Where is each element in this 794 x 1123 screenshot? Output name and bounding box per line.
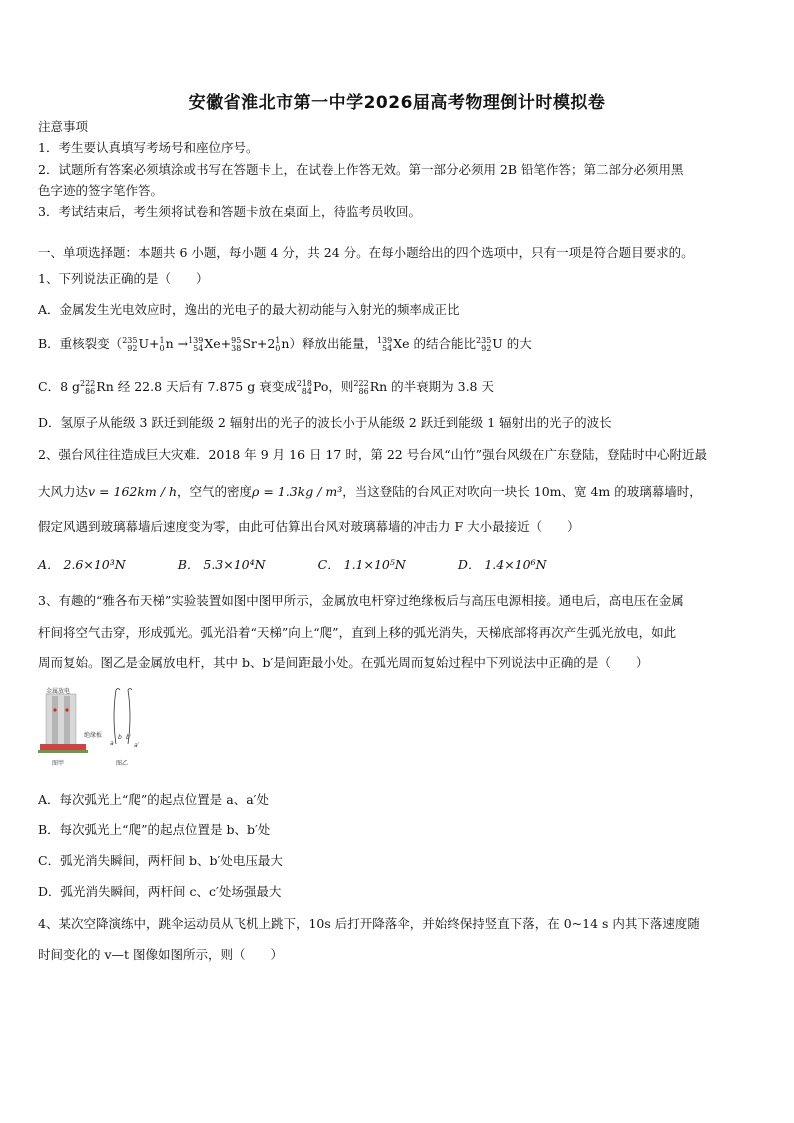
notice-item: 3．考试结束后，考生须将试卷和答题卡放在桌面上，待监考员收回。 — [38, 204, 421, 219]
q3-option-a: A．每次弧光上“爬”的起点位置是 a、a′处 — [38, 792, 270, 807]
q1-option-d: D．氢原子从能级 3 跃迁到能级 2 辐射出的光子的波长小于从能级 2 跃迁到能级 1 辐射出的光子的波长 — [38, 415, 612, 430]
eq-part: C．8 g — [38, 379, 80, 394]
nuclide-n: 1 0 — [275, 335, 281, 353]
eq-part: Xe+ — [204, 336, 232, 351]
q2-stem-line — [38, 483, 760, 501]
eq-part: ，当这登陆的台风正对吹向一块长 10m、宽 4m 的玻璃幕墙时， — [342, 484, 702, 499]
page-title: 安徽省淮北市第一中学2026届高考物理倒计时模拟卷 — [188, 93, 606, 113]
eq-part: Xe 的结合能比 — [393, 336, 477, 351]
eq-part: Po，则 — [312, 379, 354, 394]
notice-item: 1．考生要认真填写考场号和座位序号。 — [38, 140, 259, 155]
label-fig-jia: 图甲 — [52, 760, 65, 767]
q4-stem-line: 时间变化的 v—t 图像如图所示，则（ ） — [38, 947, 284, 962]
section-heading: 一、单项选择题：本题共 6 小题，每小题 4 分，共 24 分。在每小题给出的四个选项中，只有一项是符合题目要求的。 — [38, 245, 694, 260]
q3-stem-line: 3、有趣的“雅各布天梯”实验装置如图中图甲所示，金属放电杆穿过绝缘板后与高压电源相接。通电后，高电压在金属 — [38, 593, 684, 608]
jacobs-ladder-figure — [38, 686, 148, 768]
label-fig-yi: 图乙 — [116, 760, 129, 767]
label-point-a: a — [110, 740, 114, 747]
notice-item: 2．试题所有答案必须填涂或书写在答题卡上，在试卷上作答无效。第一部分必须用 2B 铅笔作答；第二部分必须用黑 — [38, 162, 684, 177]
label-point-b: b — [118, 734, 122, 741]
nuclide-rn222: 222 86 — [353, 378, 369, 396]
q1-option-a: A．金属发生光电效应时，逸出的光电子的最大初动能与入射光的频率成正比 — [38, 302, 460, 317]
notice-heading: 注意事项 — [38, 119, 89, 134]
nuclide-po218: 218 84 — [296, 378, 312, 396]
eq-part: U 的大 — [492, 336, 532, 351]
eq-part: n → — [165, 336, 189, 351]
label-point-a-prime: a′ — [134, 742, 140, 749]
eq-part: Rn 的半衰期为 3.8 天 — [369, 379, 494, 394]
q1-b-prefix: B．重核裂变（ — [38, 336, 123, 351]
q3-option-b: B．每次弧光上“爬”的起点位置是 b、b′处 — [38, 822, 271, 837]
q1-option-c — [38, 378, 760, 396]
q2-option-b: B． 5.3×10⁴N — [177, 557, 266, 572]
formula-air-density: ρ = 1.3kg / m³ — [252, 484, 343, 499]
label-point-b-prime: b′ — [126, 734, 132, 741]
q2-stem-line: 2、强台风往往造成巨大灾难．2018 年 9 月 16 日 17 时，第 22 号台风“山竹”强台风级在广东登陆，登陆时中心附近最 — [38, 447, 707, 462]
nuclide-xe139: 139 54 — [376, 335, 393, 353]
q3-stem-line: 杆间将空气击穿，形成弧光。弧光沿着“天梯”向上“爬”，直到上移的弧光消失，天梯底部将再次产生弧光放电，如此 — [38, 625, 677, 640]
nuclide-rn222: 222 86 — [80, 378, 96, 396]
nuclide-xe139: 139 54 — [188, 335, 204, 353]
q2-option-c: C． 1.1×10⁵N — [317, 557, 406, 572]
nuclide-n: 1 0 — [159, 335, 165, 353]
q2-option-a: A． 2.6×10³N — [38, 557, 126, 572]
formula-wind-speed: v = 162km / h — [88, 484, 177, 499]
eq-part: Sr+2 — [242, 336, 276, 351]
label-rod: 金属放电 — [46, 688, 71, 695]
q2-option-d: D． 1.4×10⁶N — [457, 557, 547, 572]
eq-part: n）释放出能量， — [281, 336, 377, 351]
eq-part: U+ — [138, 336, 160, 351]
q3-stem-line: 周而复始。图乙是金属放电杆，其中 b、b′是间距最小处。在弧光周而复始过程中下列说法中正确的是（ ） — [38, 655, 649, 670]
nuclide-u235: 235 92 — [476, 335, 492, 353]
q1-option-b — [38, 335, 760, 353]
q4-stem-line: 4、某次空降演练中，跳伞运动员从飞机上跳下，10s 后打开降落伞，并始终保持竖直下落，在 0~14 s 内其下落速度随 — [38, 916, 700, 931]
q3-option-c: C．弧光消失瞬间，两杆间 b、b′处电压最大 — [38, 853, 283, 868]
q3-option-d: D．弧光消失瞬间，两杆间 c、c′处场强最大 — [38, 884, 282, 899]
eq-part: Rn 经 22.8 天后有 7.875 g 衰变成 — [96, 379, 297, 394]
q2-options — [38, 556, 760, 574]
nuclide-sr95: 95 38 — [231, 335, 242, 353]
figure-illustration — [38, 686, 148, 768]
eq-part: ，空气的密度 — [177, 484, 253, 499]
nuclide-u235: 235 92 — [122, 335, 138, 353]
eq-part: 大风力达 — [38, 484, 89, 499]
label-board: 绝缘板 — [84, 732, 103, 739]
q1-stem: 1、下列说法正确的是（ ） — [38, 271, 209, 286]
notice-item: 色字迹的签字笔作答。 — [38, 183, 164, 198]
q2-stem-line: 假定风遇到玻璃幕墙后速度变为零，由此可估算出台风对玻璃幕墙的冲击力 F 大小最接近（ ） — [38, 519, 580, 534]
